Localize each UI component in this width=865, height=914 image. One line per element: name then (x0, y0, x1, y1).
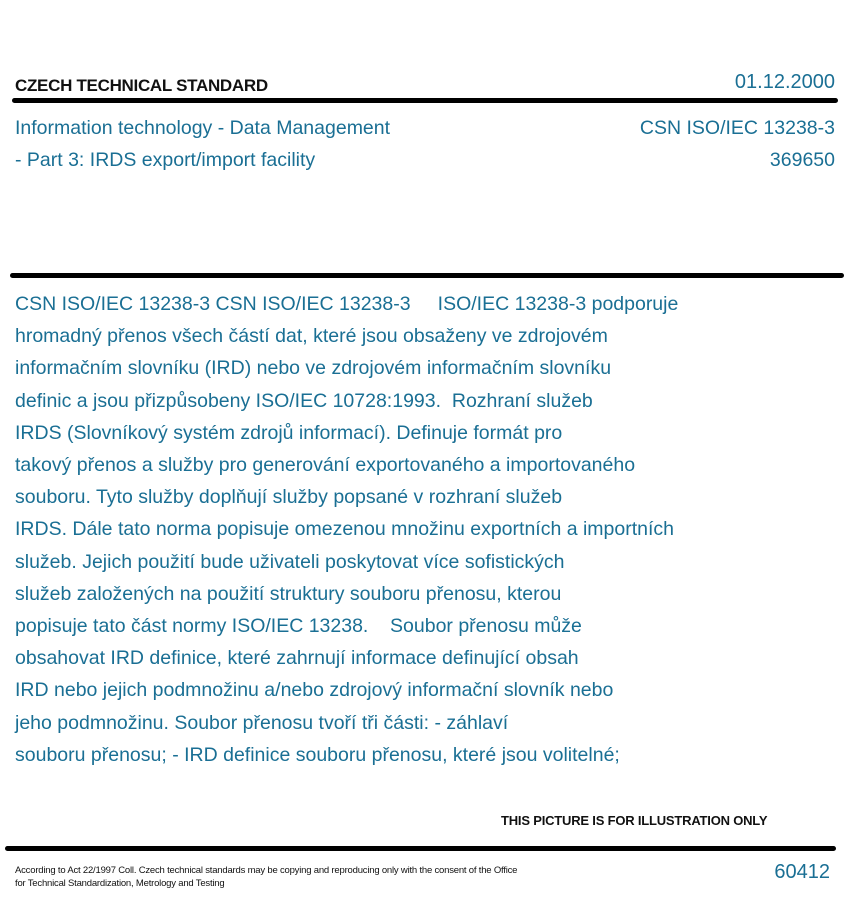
text-line: CSN ISO/IEC 13238-3 CSN ISO/IEC 13238-3 ISO/IEC 13238-3 podporuje (15, 293, 679, 315)
catalog-number: 369650 (769, 149, 835, 171)
text-line: souboru. Tyto služby doplňují služby popsané v rozhraní služeb (15, 486, 563, 509)
abstract-text (15, 288, 678, 771)
legal-line: According to Act 22/1997 Coll. Czech technical standards may be copying and reproducing only with the consent of the Office (15, 865, 518, 876)
text-line: jeho podmnožinu. Soubor přenosu tvoří tři části: - záhlaví (15, 711, 509, 734)
text-line: služeb. Jejich použití bude uživateli poskytovat více sofistických (15, 550, 565, 573)
section-rule (10, 273, 844, 278)
text-line: informačním slovníku (IRD) nebo ve zdrojovém informačním slovníku (15, 357, 612, 380)
publication-date: 01.12.2000 (734, 71, 835, 93)
illustration-note: THIS PICTURE IS FOR ILLUSTRATION ONLY (501, 813, 768, 828)
title-line-2: - Part 3: IRDS export/import facility (15, 149, 316, 171)
page-code: 60412 (774, 861, 830, 883)
document-type-label: CZECH TECHNICAL STANDARD (15, 76, 268, 95)
text-line: IRDS. Dále tato norma popisuje omezenou množinu exportních a importních (15, 518, 675, 541)
text-line: IRD nebo jejich podmnožinu a/nebo zdrojový informační slovník nebo (15, 679, 614, 702)
text-line: služeb založených na použití struktury souboru přenosu, kterou (15, 582, 562, 605)
text-line: definic a jsou přizpůsobeny ISO/IEC 10728:1993. Rozhraní služeb (15, 389, 593, 412)
text-line: popisuje tato část normy ISO/IEC 13238. Soubor přenosu může (15, 615, 582, 638)
title-line-1: Information technology - Data Management (15, 117, 391, 139)
standard-number: CSN ISO/IEC 13238-3 (639, 117, 835, 139)
header-rule (12, 98, 838, 103)
text-line: obsahovat IRD definice, které zahrnují informace definující obsah (15, 647, 579, 670)
footer-rule (5, 846, 836, 851)
legal-line: for Technical Standardization, Metrology and Testing (15, 878, 225, 889)
text-line: souboru přenosu; - IRD definice souboru přenosu, které jsou volitelné; (15, 743, 620, 766)
legal-notice (15, 864, 517, 890)
text-line: IRDS (Slovníkový systém zdrojů informací). Definuje formát pro (15, 421, 563, 444)
text-line: hromadný přenos všech částí dat, které jsou obsaženy ve zdrojovém (15, 325, 608, 348)
text-line: takový přenos a služby pro generování exportovaného a importovaného (15, 454, 636, 477)
